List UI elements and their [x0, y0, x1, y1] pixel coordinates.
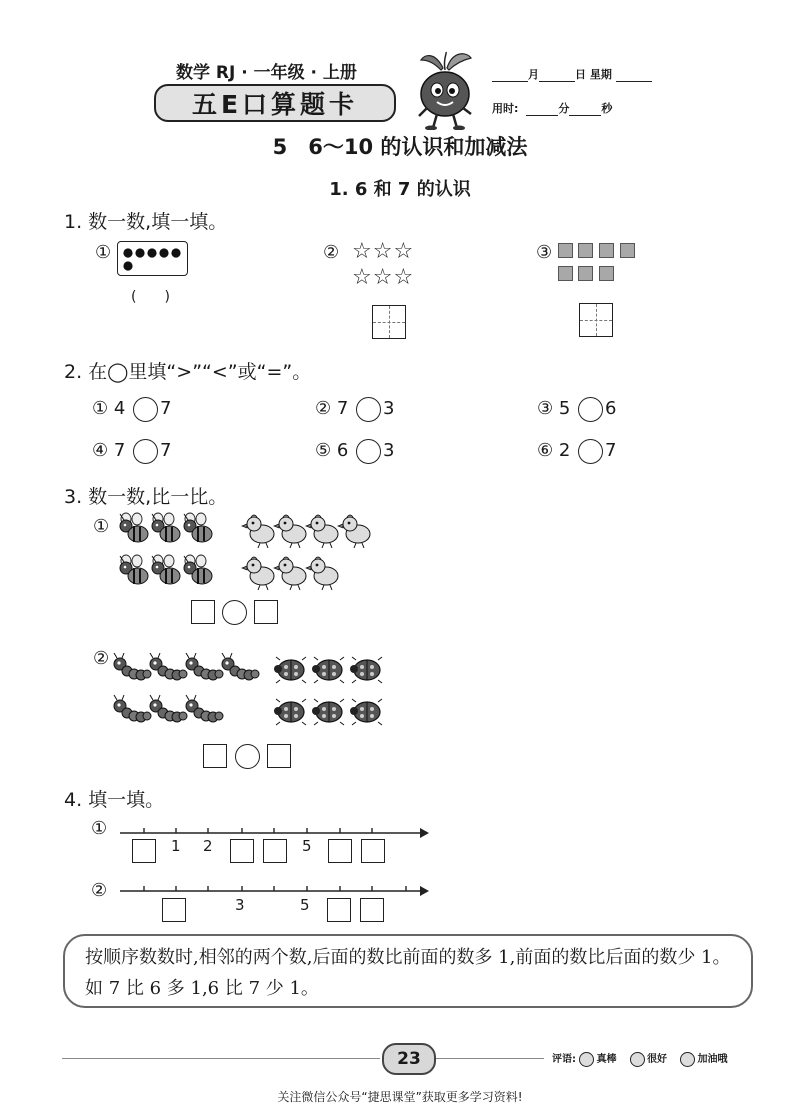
q4-title: 4. 填一填。 — [64, 789, 165, 811]
rating-good: 很好 — [646, 1054, 667, 1065]
q2-item-3-right: 6 — [605, 398, 617, 419]
book-subtitle: 数学 RJ · 一年级 · 上册 — [176, 63, 357, 83]
caterpillar-icon — [114, 653, 151, 680]
q3-compare-circle-1[interactable] — [222, 600, 247, 625]
caterpillar-icon — [150, 653, 187, 680]
q2-item-6: ⑥ 2 — [537, 440, 571, 461]
q1-answer-paren[interactable]: ( ) — [131, 289, 170, 305]
chick-icon — [274, 515, 306, 548]
q2-item-3: ③ 5 — [537, 398, 571, 419]
q2-item-1: ① 4 — [92, 398, 126, 419]
q3-answer-box-left-2[interactable] — [203, 744, 227, 768]
number-line-2 — [118, 884, 430, 898]
q2-item-5: ⑤ 6 — [315, 440, 349, 461]
cheer-face-icon — [680, 1052, 695, 1067]
q1-answer-box-3[interactable] — [579, 303, 613, 337]
q2-title: 2. 在◯里填“>”“<”或“=”。 — [64, 361, 312, 383]
number-line-1 — [118, 826, 430, 840]
caterpillar-icon — [186, 653, 223, 680]
smile-face-icon — [579, 1052, 594, 1067]
q1-answer-box-2[interactable] — [372, 305, 406, 339]
compare-circle-2[interactable] — [356, 397, 381, 422]
q3-answer-box-right-2[interactable] — [267, 744, 291, 768]
ladybug-icon — [350, 699, 382, 725]
stars-row: ☆☆☆ — [352, 265, 415, 290]
tick-label: 5 — [300, 896, 310, 914]
rating-great: 真棒 — [596, 1054, 617, 1065]
gray-square — [578, 266, 593, 281]
stars-row: ☆☆☆ — [352, 239, 415, 264]
date-line: 月 日 星期 — [492, 66, 652, 82]
footer-divider — [434, 1058, 544, 1059]
q2-item-4-right: 7 — [160, 440, 172, 461]
page-number: 23 — [382, 1043, 436, 1075]
chick-icon — [242, 515, 274, 548]
dot-frame — [117, 241, 188, 276]
chick-icon — [274, 557, 306, 590]
tip-box: 按顺序数数时,相邻的两个数,后面的数比前面的数多 1,前面的数比后面的数少 1。如 7 比 6 多 1,6 比 7 少 1。 — [63, 934, 753, 1008]
brand-title: 五E口算题卡 — [154, 84, 396, 122]
q3-marker-2: ② — [93, 648, 110, 669]
compare-circle-6[interactable] — [578, 439, 603, 464]
ladybug-icon — [312, 657, 344, 683]
ladybug-icon — [312, 699, 344, 725]
q1-marker-2: ② — [323, 242, 340, 263]
q4-marker-1: ① — [91, 818, 108, 839]
q3-answer-box-right-1[interactable] — [254, 600, 278, 624]
caterpillar-icon — [186, 695, 223, 722]
bee-icon — [184, 555, 212, 584]
tick-label: 2 — [203, 837, 213, 855]
q4-fill-box[interactable] — [162, 898, 186, 922]
q2-item-1-right: 7 — [160, 398, 172, 419]
mascot-icon — [413, 50, 477, 130]
compare-circle-1[interactable] — [133, 397, 158, 422]
gray-square — [599, 266, 614, 281]
q4-fill-box[interactable] — [360, 898, 384, 922]
q2-item-2: ② 7 — [315, 398, 349, 419]
q3-title: 3. 数一数,比一比。 — [64, 486, 228, 508]
compare-circle-4[interactable] — [133, 439, 158, 464]
tick-label: 5 — [302, 837, 312, 855]
caterpillar-icon — [114, 695, 151, 722]
chick-icon — [338, 515, 370, 548]
q1-marker-1: ① — [95, 242, 112, 263]
ladybug-icon — [350, 657, 382, 683]
gray-square — [558, 243, 573, 258]
q3-answer-box-left-1[interactable] — [191, 600, 215, 624]
bee-icon — [152, 555, 180, 584]
compare-circle-5[interactable] — [356, 439, 381, 464]
q1-marker-3: ③ — [536, 242, 553, 263]
happy-face-icon — [630, 1052, 645, 1067]
dots-icon — [118, 242, 189, 277]
caterpillar-icon — [222, 653, 259, 680]
q4-fill-box[interactable] — [263, 839, 287, 863]
q4-marker-2: ② — [91, 880, 108, 901]
q2-item-4: ④ 7 — [92, 440, 126, 461]
q4-fill-box[interactable] — [328, 839, 352, 863]
q4-fill-box[interactable] — [230, 839, 254, 863]
rating-keep-going: 加油哦 — [697, 1054, 728, 1065]
gray-square — [558, 266, 573, 281]
caterpillar-icon — [150, 695, 187, 722]
stars-group — [352, 239, 414, 291]
q2-item-5-right: 3 — [383, 440, 395, 461]
tick-label: 1 — [171, 837, 181, 855]
section-title: 1. 6 和 7 的认识 — [329, 179, 471, 200]
footer-divider — [62, 1058, 380, 1059]
chick-icon — [306, 557, 338, 590]
chick-icon — [242, 557, 274, 590]
time-line: 用时: 分 秒 — [492, 102, 613, 115]
tick-label: 3 — [235, 896, 245, 914]
gray-square — [599, 243, 614, 258]
q2-item-6-right: 7 — [605, 440, 617, 461]
gray-square — [578, 243, 593, 258]
bee-icon — [152, 513, 180, 542]
compare-circle-3[interactable] — [578, 397, 603, 422]
ladybug-icon — [274, 657, 306, 683]
q3-compare-circle-2[interactable] — [235, 744, 260, 769]
bottom-note: 关注微信公众号“捷思课堂”获取更多学习资料! — [277, 1090, 523, 1104]
rating-label: 评语: — [552, 1054, 576, 1065]
ladybug-icon — [274, 699, 306, 725]
chick-icon — [306, 515, 338, 548]
q1-title: 1. 数一数,填一填。 — [64, 211, 228, 233]
gray-square — [620, 243, 635, 258]
chapter-title: 5 6～10 的认识和加减法 — [272, 135, 528, 159]
q4-fill-box[interactable] — [132, 839, 156, 863]
bee-icon — [184, 513, 212, 542]
q3-marker-1: ① — [93, 516, 110, 537]
q4-fill-box[interactable] — [361, 839, 385, 863]
q2-item-2-right: 3 — [383, 398, 395, 419]
q3-pictures — [110, 512, 400, 742]
q4-fill-box[interactable] — [327, 898, 351, 922]
bee-icon — [120, 555, 148, 584]
bee-icon — [120, 513, 148, 542]
rating-bar — [552, 1050, 727, 1067]
